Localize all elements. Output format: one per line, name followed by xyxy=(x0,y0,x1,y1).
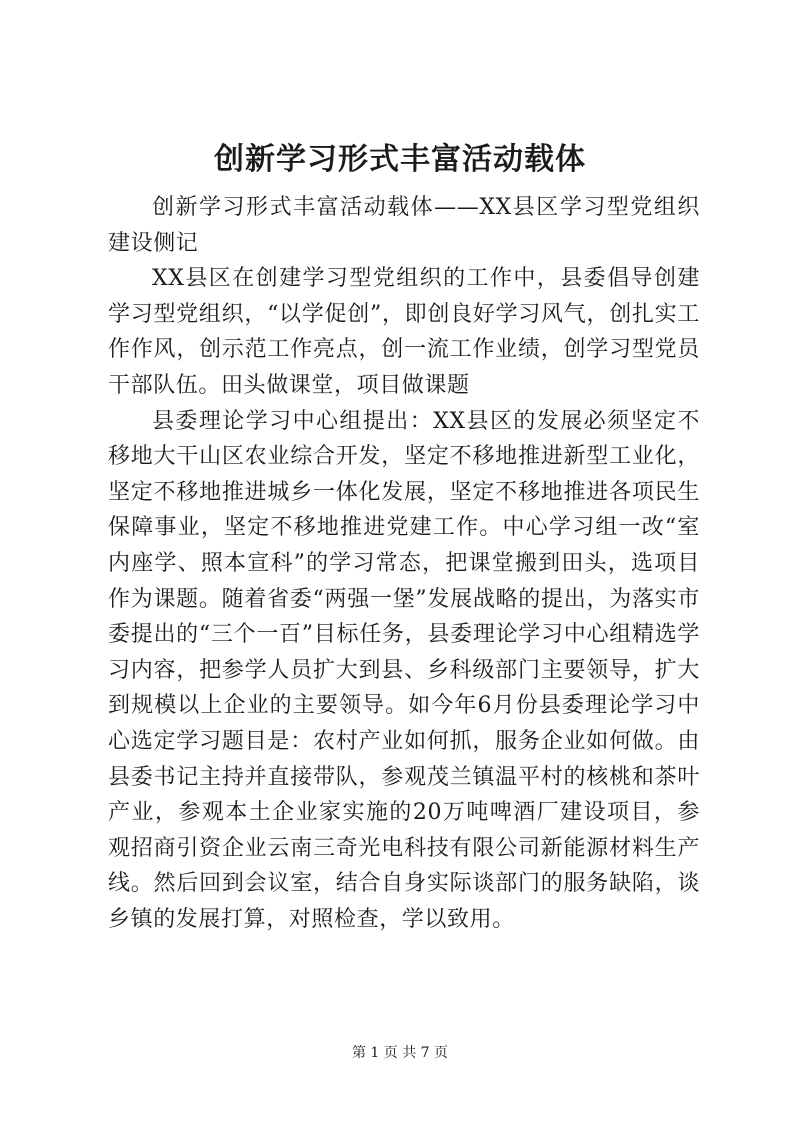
paragraph-intro: XX县区在创建学习型党组织的工作中，县委倡导创建学习型党组织，“以学促创”，即创良好学习风气，创扎实工作作风，创示范工作亮点，创一流工作业绩，创学习型党员干部队伍。田头做课堂，项目做课题 xyxy=(108,266,700,398)
paragraph-main: 县委理论学习中心组提出：XX县区的发展必须坚定不移地大干山区农业综合开发，坚定不移地推进新型工业化，坚定不移地推进城乡一体化发展，坚定不移地推进各项民生保障事业，坚定不移地推进党建工作。中心学习组一改“室内座学、照本宣科”的学习常态，把课堂搬到田头，选项目作为课题。随着省委“两强一堡”发展战略的提出，为落实市委提出的“三个一百”目标任务，县委理论学习中心组精选学习内容，把参学人员扩大到县、乡科级部门主要领导，扩大到规模以上企业的主要领导。如今年6月份县委理论学习中心选定学习题目是：农村产业如何抓，服务企业如何做。由县委书记主持并直接带队，参观茂兰镇温平村的核桃和茶叶产业，参观本土企业家实施的20万吨啤酒厂建设项目，参观招商引资企业云南三奇光电科技有限公司新能源材料生产线。然后回到会议室，结合自身实际谈部门的服务缺陷，谈乡镇的发展打算，对照检查，学以致用。 xyxy=(108,408,700,932)
document-body xyxy=(108,190,700,937)
document-title: 创新学习形式丰富活动载体 xyxy=(214,142,586,177)
page-footer: 第 1 页 共 7 页 xyxy=(351,1045,449,1061)
paragraph-subtitle: 创新学习形式丰富活动载体——XX县区学习型党组织建设侧记 xyxy=(108,195,700,256)
